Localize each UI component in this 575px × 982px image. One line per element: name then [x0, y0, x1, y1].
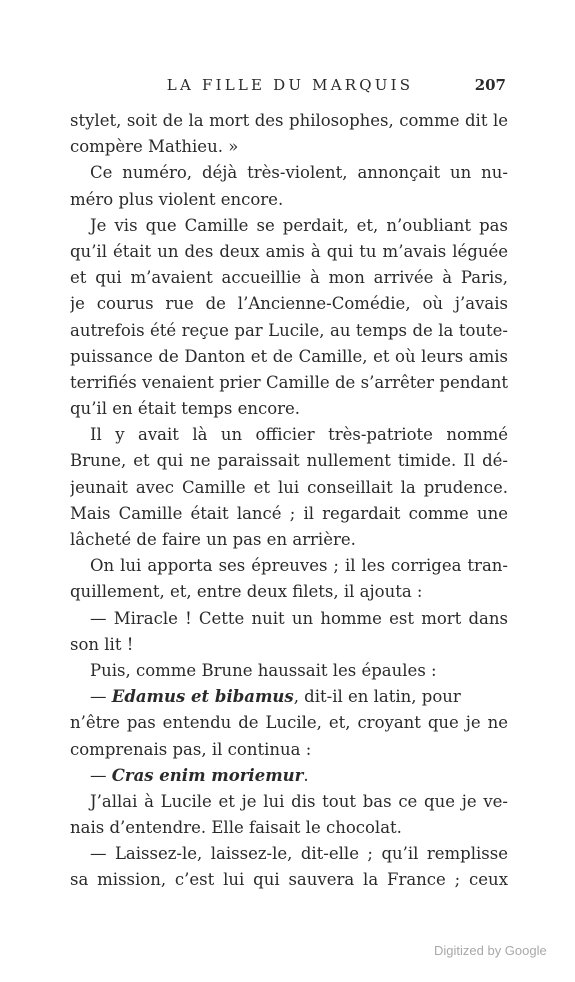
text-line: qu’il en était temps encore.	[70, 399, 301, 419]
text-line: qu’il était un des deux amis à qui tu m’avais léguée	[70, 241, 508, 261]
text-line: Je vis que Camille se perdait, et, n’oubliant pas	[90, 215, 508, 235]
text-line: — Miracle ! Cette nuit un homme est mort dans	[90, 608, 508, 628]
latin-phrase: Cras enim moriemur	[111, 765, 304, 785]
text-line	[70, 763, 508, 789]
text-line: On lui apporta ses épreuves ; il les corrigea tran-	[90, 556, 508, 576]
text-line: je courus rue de l’Ancienne-Comédie, où j’avais	[70, 294, 508, 314]
text-line: Brune, et qui ne paraissait nullement timide. Il dé-	[70, 451, 508, 471]
text-line: stylet, soit de la mort des philosophes, comme dit le	[70, 111, 508, 130]
text-line: terrifiés venaient prier Camille de s’arrêter pendant	[70, 372, 508, 392]
text-line: autrefois été reçue par Lucile, au temps de la toute-	[70, 320, 508, 340]
running-title: LA FILLE DU MARQUIS	[166, 76, 414, 94]
watermark: Digitized by Google	[434, 943, 547, 958]
text-line: Ce numéro, déjà très-violent, annonçait un nu-	[90, 163, 508, 183]
text-line: compère Mathieu. »	[70, 137, 239, 157]
text-line: J’allai à Lucile et je lui dis tout bas ce que je ve-	[90, 791, 508, 811]
text-fragment: .	[303, 765, 309, 785]
text-fragment: , dit-il en latin, pour	[293, 687, 461, 707]
text-line	[70, 684, 508, 710]
text-line: et qui m’avaient accueillie à mon arrivée à Paris,	[70, 268, 508, 288]
text-line: son lit !	[70, 634, 134, 654]
latin-phrase: Edamus et bibamus	[111, 687, 294, 707]
text-line: Il y avait là un officier très-patriote nommé	[90, 425, 508, 445]
dash: —	[90, 765, 112, 785]
running-head	[70, 76, 510, 100]
text-line: — Laissez-le, laissez-le, dit-elle ; qu’il remplisse	[90, 844, 508, 864]
page-number: 207	[474, 76, 506, 94]
body-text	[70, 108, 508, 894]
text-line: nais d’entendre. Elle faisait le chocolat.	[70, 818, 402, 838]
text-line: lâcheté de faire un pas en arrière.	[70, 530, 356, 549]
text-line: comprenais pas, il continua :	[70, 739, 312, 759]
text-line: quillement, et, entre deux filets, il ajouta :	[70, 582, 423, 602]
text-line: sa mission, c’est lui qui sauvera la France ; ceux	[70, 870, 508, 890]
text-line: n’être pas entendu de Lucile, et, croyant que je ne	[70, 713, 508, 733]
text-line: méro plus violent encore.	[70, 189, 284, 209]
text-line: jeunait avec Camille et lui conseillait la prudence.	[70, 477, 508, 497]
text-line: Puis, comme Brune haussait les épaules :	[90, 660, 437, 680]
text-line: Mais Camille était lancé ; il regardait comme une	[70, 503, 508, 523]
dash: —	[90, 687, 112, 707]
text-line: puissance de Danton et de Camille, et où leurs amis	[70, 346, 508, 366]
